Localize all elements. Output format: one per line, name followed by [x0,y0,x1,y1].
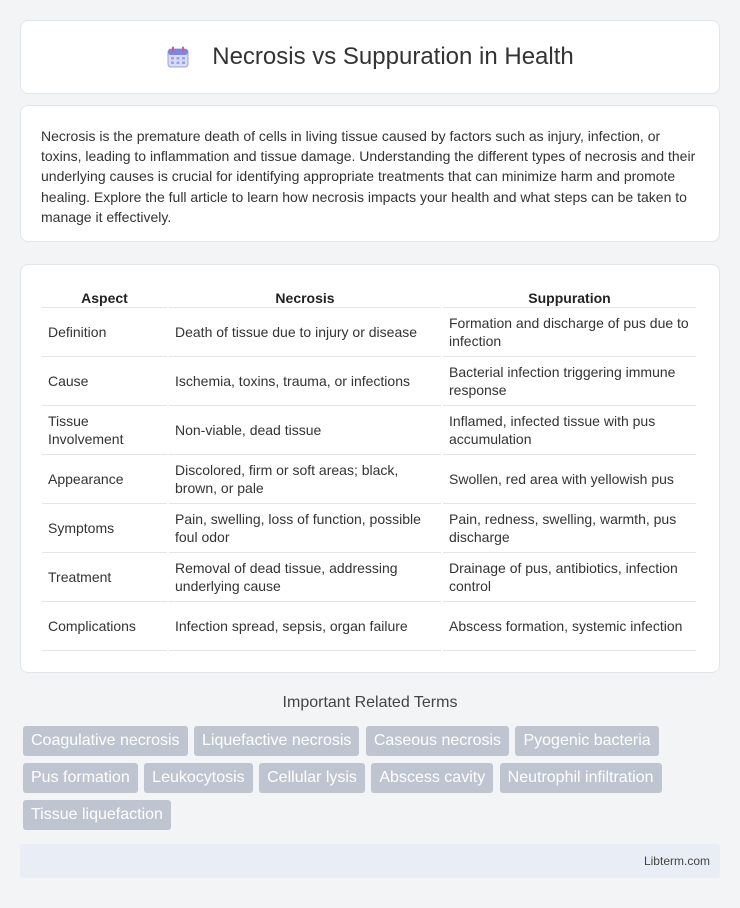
comparison-table [40,286,698,651]
cell-necrosis: Non-viable, dead tissue [169,406,441,455]
cell-aspect: Definition [42,308,167,357]
footer [20,844,720,878]
table-row [42,406,696,455]
table-row [42,455,696,504]
cell-suppuration: Inflamed, infected tissue with pus accumulation [443,406,696,455]
cell-suppuration: Bacterial infection triggering immune response [443,357,696,406]
intro-paragraph: Necrosis is the premature death of cells in living tissue caused by factors such as injury, infection, or toxins, leading to inflammation and tissue damage. Understanding the different types of necrosis and their underlying causes is crucial for identifying appropriate treatments that can minimize harm and promote healing. Explore the full article to learn how necrosis impacts your health and what steps can be taken to manage it effectively. [41,128,696,225]
related-term-tag[interactable]: Leukocytosis [144,763,253,793]
cell-suppuration: Abscess formation, systemic infection [443,602,696,651]
cell-aspect: Treatment [42,553,167,602]
cell-aspect: Cause [42,357,167,406]
footer-site-link[interactable]: Libterm.com [643,854,710,868]
related-term-tag[interactable]: Coagulative necrosis [23,726,188,756]
related-term-tag[interactable]: Neutrophil infiltration [500,763,662,793]
comparison-table-card [20,264,720,673]
related-term-tag[interactable]: Pus formation [23,763,138,793]
cell-suppuration: Pain, redness, swelling, warmth, pus discharge [443,504,696,553]
cell-suppuration: Swollen, red area with yellowish pus [443,455,696,504]
table-row [42,308,696,357]
intro-card [20,105,720,242]
related-term-tag[interactable]: Abscess cavity [371,763,493,793]
cell-aspect: Complications [42,602,167,651]
column-header-aspect: Aspect [42,286,167,308]
related-term-tag[interactable]: Liquefactive necrosis [194,726,359,756]
cell-necrosis: Removal of dead tissue, addressing underlying cause [169,553,441,602]
table-row [42,357,696,406]
calendar-icon [166,45,190,69]
cell-necrosis: Ischemia, toxins, trauma, or infections [169,357,441,406]
cell-suppuration: Drainage of pus, antibiotics, infection control [443,553,696,602]
header-card [20,20,720,94]
cell-necrosis: Death of tissue due to injury or disease [169,308,441,357]
related-term-tag[interactable]: Pyogenic bacteria [515,726,658,756]
header [166,43,574,71]
related-terms-heading: Important Related Terms [282,694,458,711]
cell-suppuration: Formation and discharge of pus due to infection [443,308,696,357]
cell-aspect: Symptoms [42,504,167,553]
related-term-tag[interactable]: Tissue liquefaction [23,800,171,830]
related-terms-list [23,726,713,837]
cell-aspect: Appearance [42,455,167,504]
cell-necrosis: Pain, swelling, loss of function, possible foul odor [169,504,441,553]
column-header-necrosis: Necrosis [169,286,441,308]
column-header-suppuration: Suppuration [443,286,696,308]
table-row [42,553,696,602]
table-row [42,504,696,553]
cell-aspect: Tissue Involvement [42,406,167,455]
page-title: Necrosis vs Suppuration in Health [212,43,574,70]
table-row [42,602,696,651]
related-term-tag[interactable]: Caseous necrosis [366,726,509,756]
related-term-tag[interactable]: Cellular lysis [259,763,365,793]
table-header-row [42,286,696,308]
cell-necrosis: Infection spread, sepsis, organ failure [169,602,441,651]
cell-necrosis: Discolored, firm or soft areas; black, brown, or pale [169,455,441,504]
